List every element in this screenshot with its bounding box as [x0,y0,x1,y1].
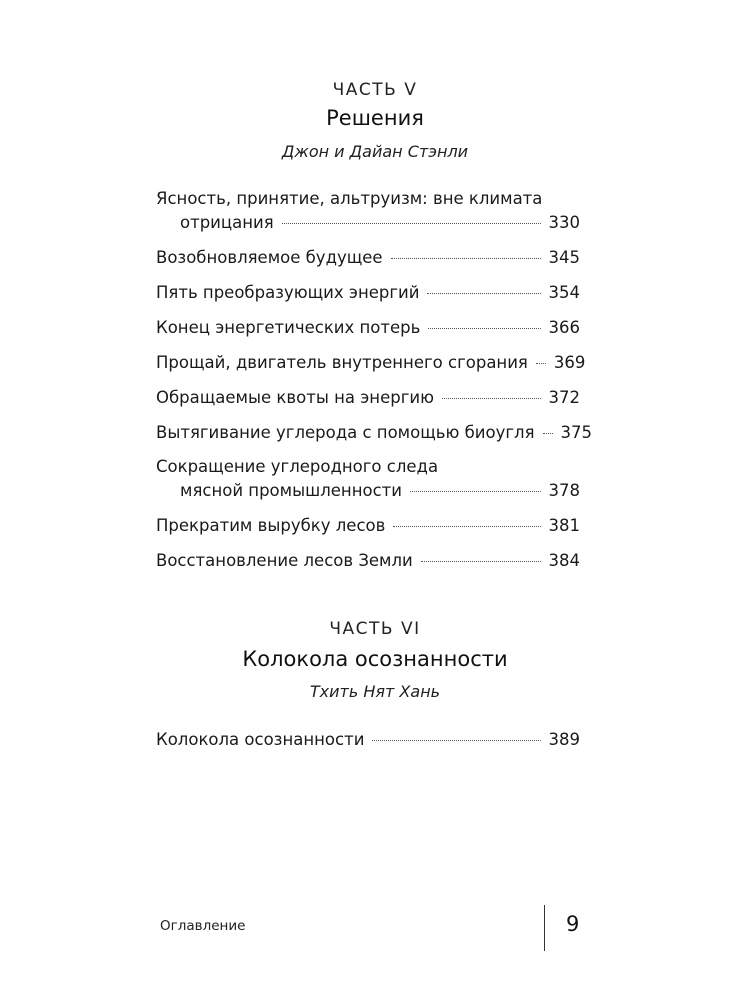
leader-dots [410,491,540,492]
leader-dots [427,293,540,294]
leader-dots [442,398,541,399]
toc-entry[interactable] [156,514,580,538]
toc-entry-page: 389 [548,730,580,749]
part-5-author: Джон и Дайан Стэнли [281,142,469,161]
toc-entry-page: 372 [548,388,580,407]
toc-entry-title: Вытягивание углерода с помощью биоугля [156,423,535,442]
footer-section-label: Оглавление [160,918,246,934]
part-6-title: Колокола осознанности [242,647,508,671]
page-number: 9 [566,912,580,936]
leader-dots [391,258,541,259]
toc-entry-title-line1: Сокращение углеродного следа [156,457,439,476]
leader-dots [421,561,541,562]
toc-entry-title: мясной промышленности [180,481,403,500]
toc-entry-title: Прекратим вырубку лесов [156,516,386,535]
toc-entry-title: Обращаемые квоты на энергию [156,388,434,407]
toc-entry-page: 384 [548,551,580,570]
toc-entry[interactable] [156,351,586,375]
part-6-label: ЧАСТЬ VI [329,619,421,639]
part-5-label: ЧАСТЬ V [332,80,418,100]
toc-entry[interactable] [156,246,580,270]
toc-entry-title: Восстановление лесов Земли [156,551,413,570]
toc-entry[interactable] [156,728,580,752]
leader-dots [536,363,546,364]
toc-entry[interactable] [156,187,580,235]
toc-entry-title: Колокола осознанности [156,730,365,749]
toc-entry-page: 375 [560,423,593,442]
toc-entry[interactable] [156,455,580,503]
toc-entry-title: Прощай, двигатель внутреннего сгорания [156,353,528,372]
footer-divider [544,905,545,951]
toc-entry[interactable] [156,549,580,573]
toc-entry-title: Возобновляемое будущее [156,248,383,267]
toc-entry[interactable] [156,316,580,340]
toc-entry-page: 369 [553,353,586,372]
toc-entry[interactable] [156,421,593,445]
toc-entry[interactable] [156,281,580,305]
part-6-author: Тхить Нят Хань [309,682,441,701]
leader-dots [282,223,541,224]
toc-entry-page: 381 [548,516,580,535]
leader-dots [428,328,540,329]
toc-entry-page: 330 [548,213,580,232]
toc-entry-page: 345 [548,248,580,267]
toc-entry[interactable] [156,386,580,410]
toc-entry-page: 378 [548,481,580,500]
toc-entry-page: 354 [548,283,580,302]
part-5-title: Решения [326,106,424,130]
leader-dots [393,526,540,527]
toc-entry-title: Пять преобразующих энергий [156,283,420,302]
leader-dots [543,433,553,434]
toc-entry-title: отрицания [180,213,274,232]
toc-entry-title: Конец энергетических потерь [156,318,421,337]
toc-entry-title-line1: Ясность, принятие, альтруизм: вне климата [156,189,543,208]
toc-entry-page: 366 [548,318,580,337]
leader-dots [372,740,540,741]
